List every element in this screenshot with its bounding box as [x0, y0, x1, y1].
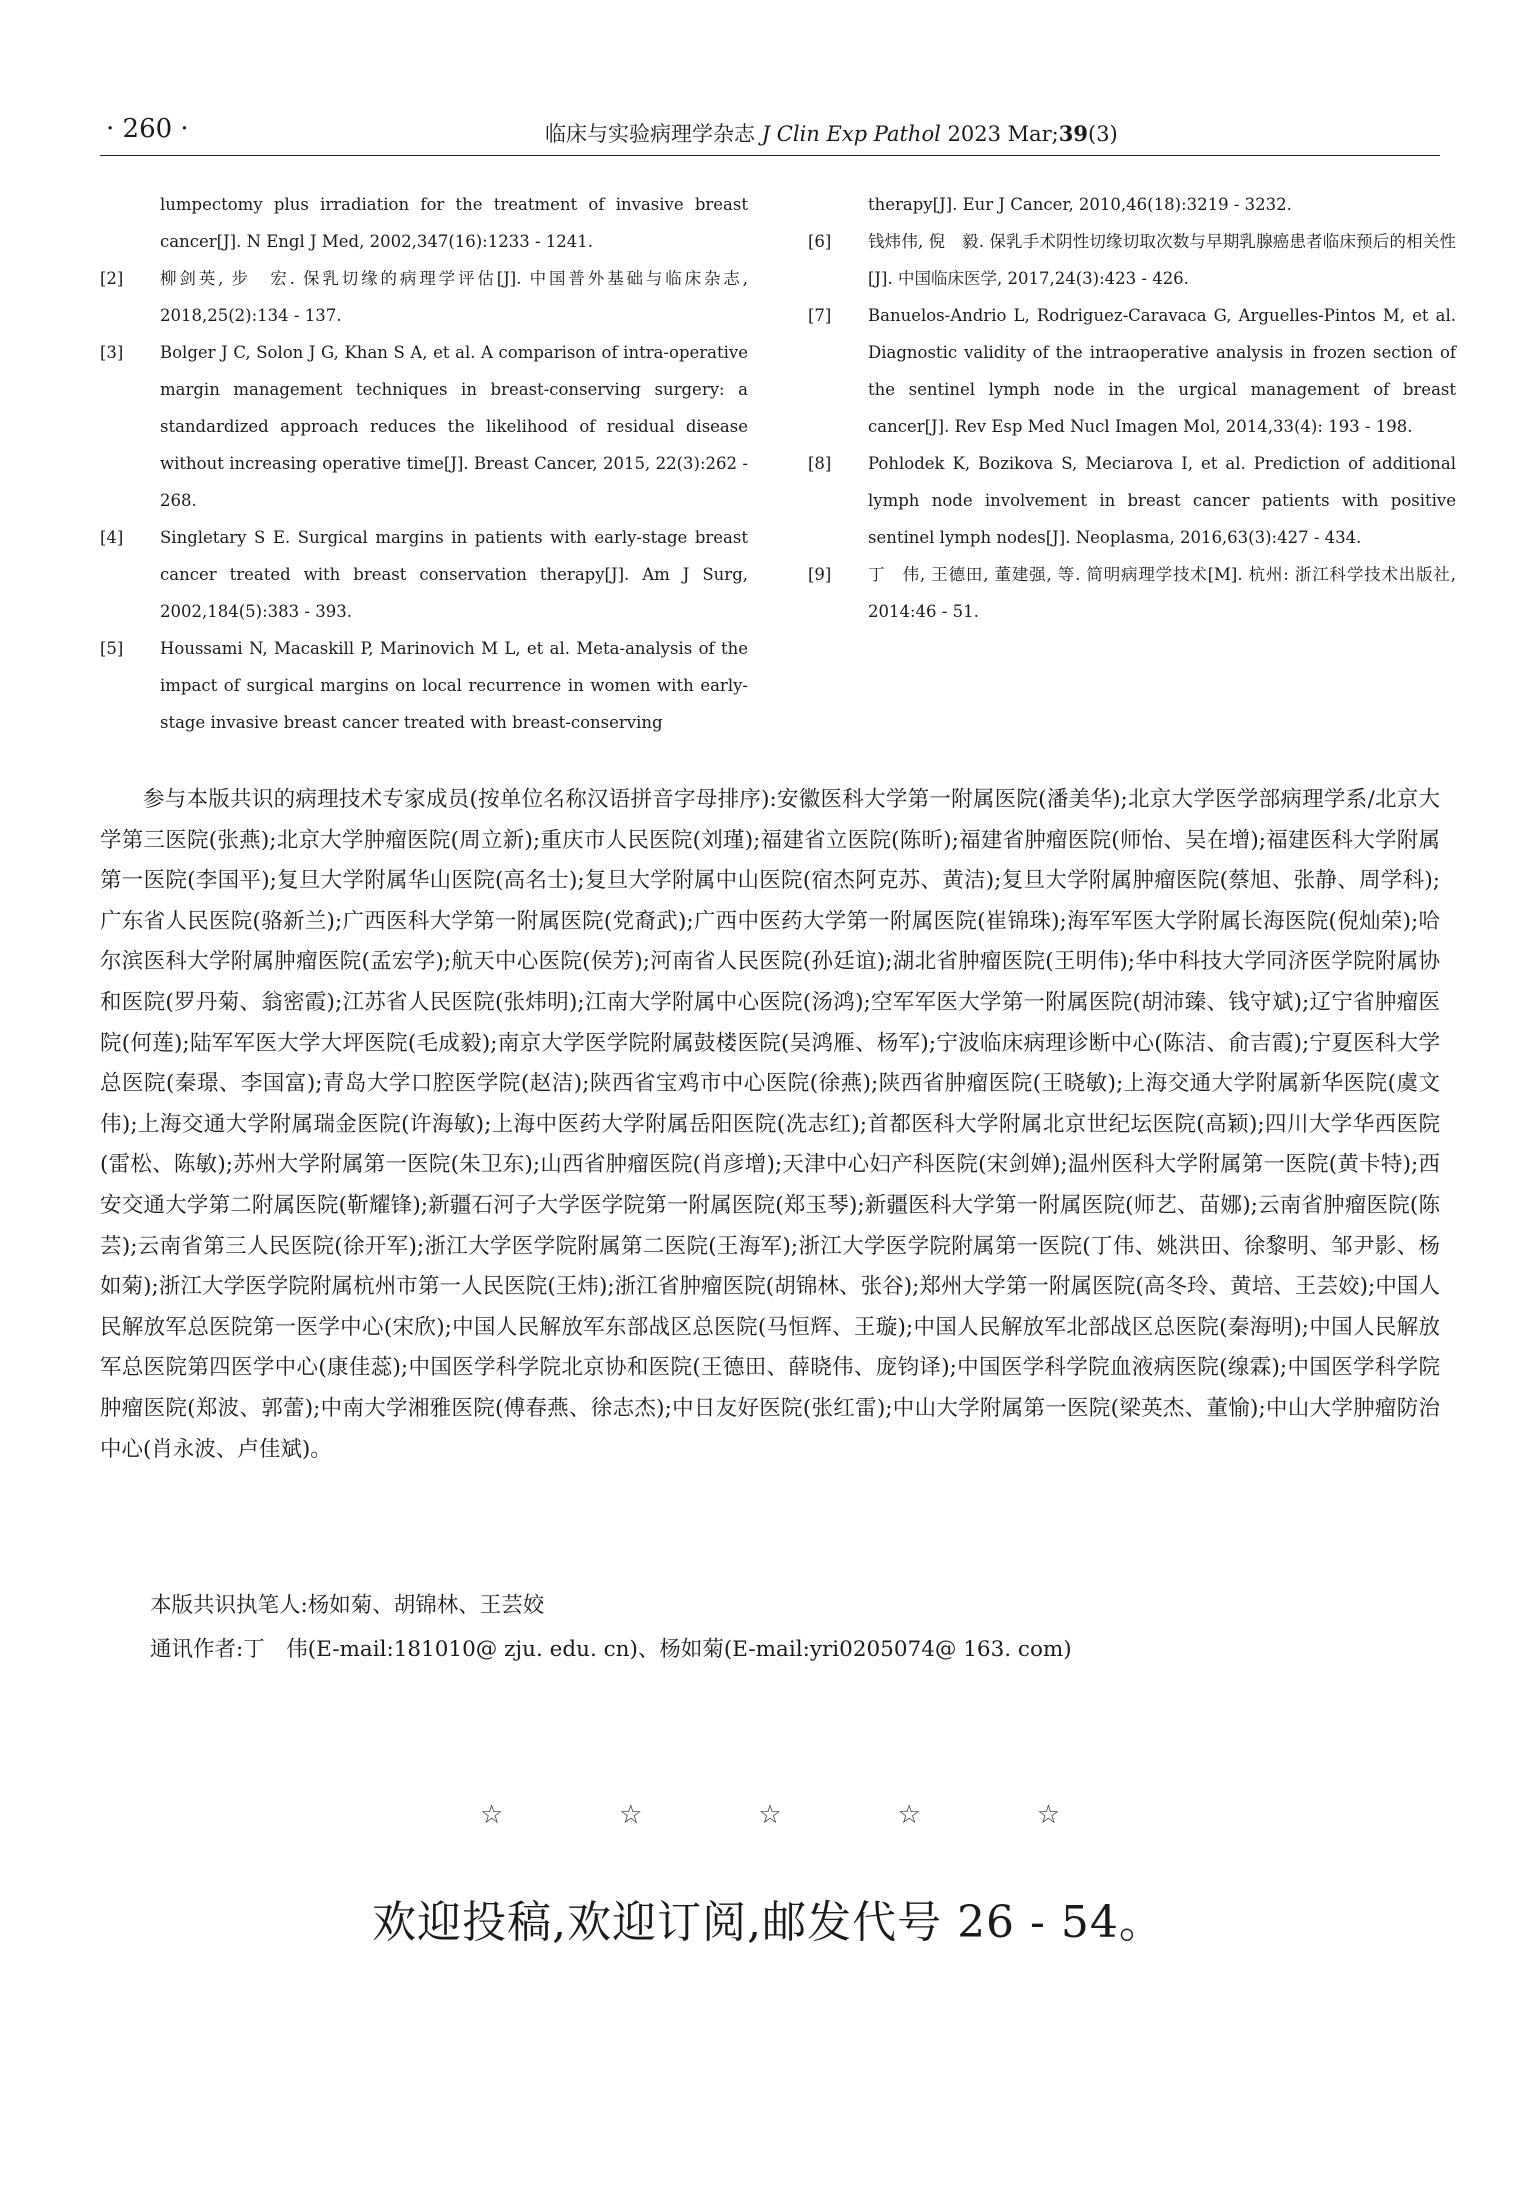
journal-title	[545, 118, 1118, 148]
expert-panel-paragraph: 参与本版共识的病理技术专家成员(按单位名称汉语拼音字母排序):安徽医科大学第一附属医院(潘美华);北京大学医学部病理学系/北京大学第三医院(张燕);北京大学肿瘤医院(周立新);重庆市人民医院(刘瑾);福建省立医院(陈昕);福建省肿瘤医院(师怡、吴在增);福建医科大学附属第一医院(李国平);复旦大学附属华山医院(高名士);复旦大学附属中山医院(宿杰阿克苏、黄洁);复旦大学附属肿瘤医院(蔡旭、张静、周学科);广东省人民医院(骆新兰);广西医科大学第一附属医院(党裔武);广西中医药大学第一附属医院(崔锦珠);海军军医大学附属长海医院(倪灿荣);哈尔滨医科大学附属肿瘤医院(孟宏学);航天中心医院(侯芳);河南省人民医院(孙廷谊);湖北省肿瘤医院(王明伟);华中科技大学同济医学院附属协和医院(罗丹菊、翁密霞);江苏省人民医院(张炜明);江南大学附属中心医院(汤鸿);空军军医大学第一附属医院(胡沛臻、钱守斌);辽宁省肿瘤医院(何莲);陆军军医大学大坪医院(毛成毅);南京大学医学院附属鼓楼医院(吴鸿雁、杨军);宁波临床病理诊断中心(陈洁、俞吉霞);宁夏医科大学总医院(秦璟、李国富);青岛大学口腔医学院(赵洁);陕西省宝鸡市中心医院(徐燕);陕西省肿瘤医院(王晓敏);上海交通大学附属新华医院(虞文伟);上海交通大学附属瑞金医院(许海敏);上海中医药大学附属岳阳医院(冼志红);首都医科大学附属北京世纪坛医院(高颖);四川大学华西医院(雷松、陈敏);苏州大学附属第一医院(朱卫东);山西省肿瘤医院(肖彦增);天津中心妇产科医院(宋剑婵);温州医科大学附属第一医院(黄卡特);西安交通大学第二附属医院(靳耀锋);新疆石河子大学医学院第一附属医院(郑玉琴);新疆医科大学第一附属医院(师艺、苗娜);云南省肿瘤医院(陈芸);云南省第三人民医院(徐开军);浙江大学医学院附属第二医院(王海军);浙江大学医学院附属第一医院(丁伟、姚洪田、徐黎明、邹尹影、杨如菊);浙江大学医学院附属杭州市第一人民医院(王炜);浙江省肿瘤医院(胡锦林、张谷);郑州大学第一附属医院(高冬玲、黄培、王芸姣);中国人民解放军总医院第一医学中心(宋欣);中国人民解放军东部战区总医院(马恒辉、王璇);中国人民解放军北部战区总医院(秦海明);中国人民解放军总医院第四医学中心(康佳蕊);中国医学科学院北京协和医院(王德田、薛晓伟、庞钧译);中国医学科学院血液病医院(缐霖);中国医学科学院肿瘤医院(郑波、郭蕾);中南大学湘雅医院(傅春燕、徐志杰);中日友好医院(张红雷);中山大学附属第一医院(梁英杰、董愉);中山大学肿瘤防治中心(肖永波、卢佳斌)。	[100, 787, 1440, 1462]
reference-item	[100, 260, 748, 334]
volume: 39	[1058, 121, 1088, 146]
reference-number: [9]	[808, 565, 832, 584]
reference-number: [5]	[100, 639, 124, 658]
reference-text: Singletary S E. Surgical margins in patients with early-stage breast cancer treated with breast conservation therapy[J]. Am J Surg, 2002,184(5):383 - 393.	[160, 528, 748, 621]
star-icon: ☆	[1036, 1800, 1060, 1830]
star-icon: ☆	[897, 1800, 921, 1830]
submission-notice: 欢迎投稿,欢迎订阅,邮发代号 26 - 54。	[372, 1897, 1164, 1948]
journal-title-cn: 临床与实验病理学杂志	[545, 122, 755, 146]
issue-date: 2023 Mar;	[947, 122, 1059, 146]
reference-number: [8]	[808, 454, 832, 473]
star-icon: ☆	[619, 1800, 643, 1830]
reference-item	[100, 630, 748, 741]
reference-number: [4]	[100, 528, 124, 547]
header-rule	[100, 155, 1440, 156]
reference-number: [2]	[100, 269, 124, 288]
reference-text: 钱炜伟, 倪 毅. 保乳手术阴性切缘切取次数与早期乳腺癌患者临床预后的相关性[J]. 中国临床医学, 2017,24(3):423 - 426.	[868, 232, 1456, 288]
consensus-writers: 本版共识执笔人:杨如菊、胡锦林、王芸姣	[150, 1593, 545, 1618]
reference-text: Bolger J C, Solon J G, Khan S A, et al. A comparison of intra-operative margin management techniques in breast-conserving surgery: a standardized approach reduces the likelihood of residual disease without increasing operative time[J]. Breast Cancer, 2015, 22(3):262 - 268.	[160, 343, 748, 510]
reference-text: 柳剑英, 步 宏. 保乳切缘的病理学评估[J]. 中国普外基础与临床杂志, 2018,25(2):134 - 137.	[160, 269, 748, 325]
reference-number: [7]	[808, 306, 832, 325]
reference-item	[808, 223, 1456, 297]
reference-number: [6]	[808, 232, 832, 251]
references-left-column	[100, 186, 748, 741]
reference-item	[100, 334, 748, 519]
star-icon: ☆	[758, 1800, 782, 1830]
reference-item	[100, 186, 748, 260]
issue: (3)	[1088, 122, 1118, 146]
corresponding-authors: 通讯作者:丁 伟(E-mail:181010@ zju. edu. cn)、杨如菊(E-mail:yri0205074@ 163. com)	[150, 1637, 1072, 1662]
reference-item	[808, 297, 1456, 445]
reference-text: 丁 伟, 王德田, 董建强, 等. 简明病理学技术[M]. 杭州: 浙江科学技术出版社, 2014:46 - 51.	[868, 565, 1456, 621]
reference-item	[808, 445, 1456, 556]
running-header	[100, 108, 1440, 152]
references-right-column	[808, 186, 1456, 630]
reference-item	[808, 556, 1456, 630]
reference-item	[100, 519, 748, 630]
star-icon: ☆	[480, 1800, 504, 1830]
reference-text: Banuelos-Andrio L, Rodriguez-Caravaca G, Arguelles-Pintos M, et al. Diagnostic validity of the intraoperative analysis in frozen section of the sentinel lymph node in the urgical management of breast cancer[J]. Rev Esp Med Nucl Imagen Mol, 2014,33(4): 193 - 198.	[868, 306, 1456, 436]
reference-number: [3]	[100, 343, 124, 362]
reference-item	[808, 186, 1456, 223]
reference-text: Houssami N, Macaskill P, Marinovich M L, et al. Meta-analysis of the impact of surgical margins on local recurrence in women with early-stage invasive breast cancer treated with breast-conserving	[160, 639, 748, 732]
journal-title-en: J Clin Exp Pathol	[761, 122, 941, 146]
reference-text: Pohlodek K, Bozikova S, Meciarova I, et al. Prediction of additional lymph node involvement in breast cancer patients with positive sentinel lymph nodes[J]. Neoplasma, 2016,63(3):427 - 434.	[868, 454, 1456, 547]
reference-text: therapy[J]. Eur J Cancer, 2010,46(18):3219 - 3232.	[868, 195, 1292, 214]
star-divider	[480, 1800, 1060, 1830]
reference-text: lumpectomy plus irradiation for the treatment of invasive breast cancer[J]. N Engl J Med, 2002,347(16):1233 - 1241.	[160, 195, 748, 251]
page-number: · 260 ·	[106, 114, 189, 144]
